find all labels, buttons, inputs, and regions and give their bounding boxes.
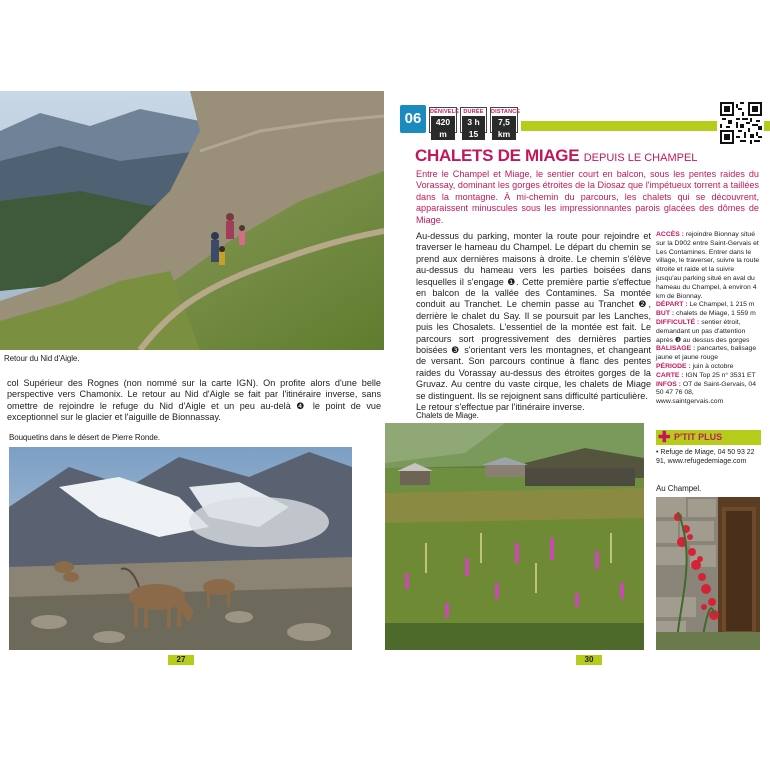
stat-distance-label: DISTANCE: [491, 109, 521, 115]
stat-elevation-label: DÉNIVELÉ: [430, 109, 460, 115]
photo-ibex: [9, 447, 352, 650]
page-number-right: 30: [576, 655, 602, 665]
left-paragraph: col Supérieur des Rognes (non nommé sur la carte IGN). On profite alors d'une belle perspective vers Chamonix. Le retour au Nid d'Aigle se fait par l'itinéraire inverse, sans omettre de rejoindre le refuge du Nid d'Aigle et un peu au-delà ❹ le point de vue exceptionnel sur le glacier et l'aiguille de Bionnassay.: [7, 378, 381, 423]
plus-icon: ✚: [658, 429, 671, 446]
photo-chalets-meadow: [385, 423, 644, 650]
stat-duration-value: 3 h 15: [462, 116, 485, 140]
stat-distance-value: 7,5 km: [492, 116, 516, 140]
route-title: [415, 146, 697, 166]
photo2-caption: Bouquetins dans le désert de Pierre Ronde.: [9, 433, 161, 442]
ptit-plus-title: P'TIT PLUS: [674, 432, 723, 442]
practical-info: [656, 231, 760, 407]
route-number-badge: [400, 105, 426, 133]
header-accent-bar: [521, 121, 717, 131]
route-title-sub: DEPUIS LE CHAMPEL: [583, 152, 698, 164]
route-description: Au-dessus du parking, monter la route pour rejoindre et traverser le hameau du Champel. Le départ du chemin se prend aux dernières maisons à droite. Le chemin s'élève au-dessus du hameau vers les parties boisées dans lesquelles il s'engage ❶. Cette première partie s'effectue en balcon de la vallée des Contamines. Sa montée conduit au Tranchet. Le chemin passe au Tranchet ❷, derrière le chalet du Say. Il se poursuit par les Lanches, puis les Chosalets. L'essentiel de la montée est fait. Le parcours sort progressivement des dernières parties boisées ❸ s'orientant vers les montagnes, et changeant de versant. Son parcours continue à flanc des pentes raides du Vorassay au-dessus des étroites gorges de la Gruvaz. Au centre du vaste cirque, les chalets de Miage se distinguent. Ils se rejoignent sans difficulté particulière. Le retour s'effectue par l'itinéraire inverse.: [416, 231, 651, 413]
photo3-caption: Chalets de Miage.: [416, 411, 479, 420]
route-number: 06: [404, 110, 422, 127]
photo1-caption: Retour du Nid d'Aigle.: [4, 354, 80, 363]
stat-duration-label: DURÉE: [463, 109, 484, 115]
info-period: PÉRIODE : juin à octobre: [656, 362, 734, 370]
stat-elevation-value: 420 m: [431, 116, 455, 140]
info-markings: BALISAGE : pancartes, balisage jaune et jaune rouge: [656, 345, 757, 362]
stat-duration: [460, 107, 487, 139]
info-map: CARTE : IGN Top 25 n° 3531 ET: [656, 371, 756, 379]
stat-distance: [490, 107, 521, 139]
qr-code[interactable]: [720, 102, 762, 144]
route-intro: Entre le Champel et Miage, le sentier court en balcon, sous les pentes raides du Vorassay, dominant les gorges étroites de la Diosaz que l'impétueux torrent a taillées dans la montagne. À mi-chemin du parcours, les chalets qui se découvrent, apparaissent minuscules sous les impressionnantes parois glacées des dômes de Miage.: [416, 169, 759, 225]
photo-hikers-trail: [0, 91, 384, 350]
route-title-main: CHALETS DE MIAGE: [415, 146, 580, 165]
info-goal: BUT : chalets de Miage, 1 559 m: [656, 310, 756, 318]
info-difficulty: DIFFICULTÉ : sentier étroit, demandant un pas d'attention après ❸ au dessus des gorges: [656, 318, 750, 344]
info-access: ACCÈS : rejoindre Bionnay situé sur la D902 entre Saint-Gervais et Les Contamines. Entrer dans le village, le traverser, suivre la route étroite et raide et la suivre jusqu'au parking situé en aval du hameau du Champel, à environ 4 km de Bionnay.: [656, 231, 760, 300]
info-start: DÉPART : Le Champel, 1 215 m: [656, 301, 755, 309]
photo4-caption: Au Champel.: [656, 484, 702, 493]
stat-elevation: [429, 107, 460, 139]
page-number-left: 27: [168, 655, 194, 665]
ptit-plus-text: • Refuge de Miage, 04 50 93 22 91, www.refugedemiage.com: [656, 449, 755, 465]
header-accent-bar-end: [764, 121, 770, 131]
ptit-plus-header: [656, 430, 761, 445]
photo-champel-flowers: [656, 497, 760, 650]
info-contact: INFOS : OT de Saint-Gervais, 04 50 47 76 08, www.saintgervais.com: [656, 380, 756, 406]
